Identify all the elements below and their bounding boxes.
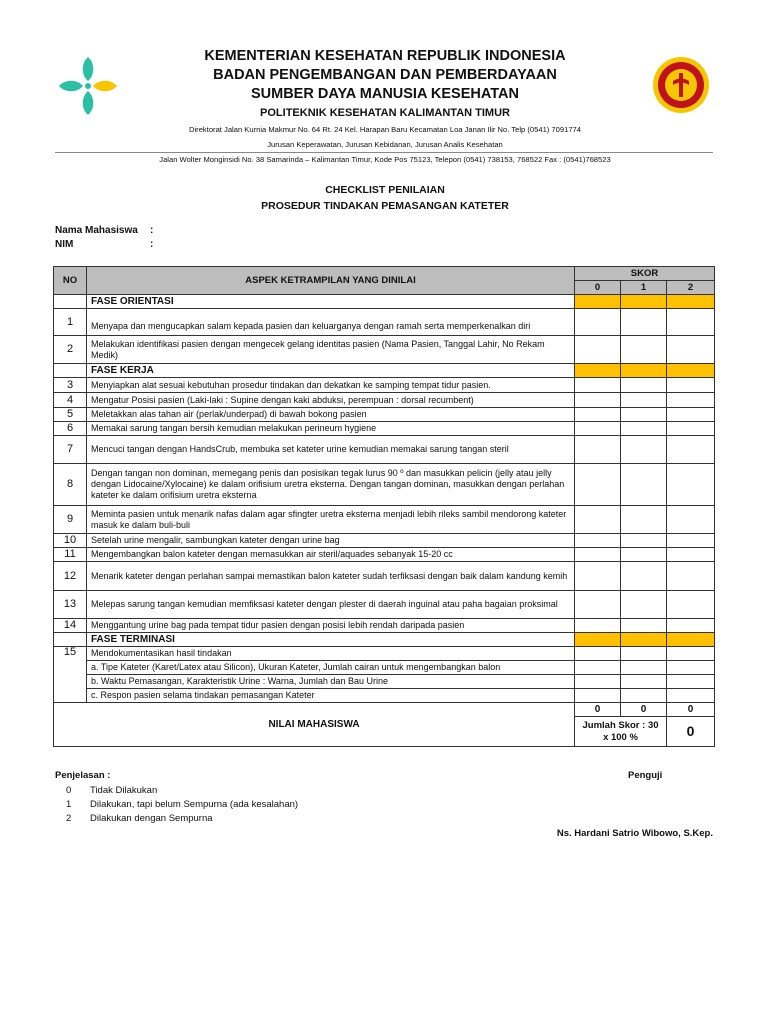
- score-cell-1[interactable]: [621, 689, 667, 703]
- score-cell-2[interactable]: [667, 591, 715, 619]
- ministry-line-3: SUMBER DAYA MANUSIA KESEHATAN: [250, 86, 519, 102]
- item-text: Menggantung urine bag pada tempat tidur pasien dengan posisi lebih rendah daripada pasien: [87, 619, 575, 633]
- item-text: Melepas sarung tangan kemudian memfiksasi kateter dengan plester di daerah inguinal atau paha bagaian proksimal: [87, 591, 575, 619]
- score-cell-1[interactable]: [621, 506, 667, 534]
- legend-code: 2: [66, 813, 72, 824]
- phase-row-terminasi: [54, 633, 715, 647]
- table-row: [54, 562, 715, 591]
- score-cell-1[interactable]: [621, 661, 667, 675]
- col-aspect-header: ASPEK KETRAMPILAN YANG DINILAI: [87, 267, 575, 295]
- score-cell-0[interactable]: [575, 378, 621, 393]
- assessment-table: [53, 266, 715, 747]
- phase-row-kerja: [54, 364, 715, 378]
- score-cell-0[interactable]: [575, 464, 621, 506]
- student-name-row: [55, 225, 154, 236]
- score-cell-1[interactable]: [621, 393, 667, 408]
- score-cell-1[interactable]: [621, 464, 667, 506]
- score-cell-0[interactable]: [575, 591, 621, 619]
- item-number: 6: [54, 422, 87, 436]
- score-cell-1[interactable]: [621, 408, 667, 422]
- score-cell-0[interactable]: [575, 422, 621, 436]
- legend-code: 1: [66, 799, 72, 810]
- phase-kerja-label: FASE KERJA: [87, 364, 575, 378]
- item-text: Menarik kateter dengan perlahan sampai memastikan balon kateter sudah terfiksasi dengan baik dalam kandung kemih: [87, 562, 575, 591]
- item-number: 12: [54, 562, 87, 591]
- score-cell-1[interactable]: [621, 647, 667, 661]
- score-cell-2[interactable]: [667, 336, 715, 364]
- table-row: [54, 506, 715, 534]
- sub-item-row: [54, 689, 715, 703]
- table-row: [54, 591, 715, 619]
- score-cell-1[interactable]: [621, 548, 667, 562]
- score-cell-1[interactable]: [621, 309, 667, 336]
- item-number: 11: [54, 548, 87, 562]
- phase-row-orientasi: [54, 295, 715, 309]
- ministry-line-2: BADAN PENGEMBANGAN DAN PEMBERDAYAAN: [213, 67, 557, 83]
- total-score-0: 0: [575, 703, 621, 717]
- item-text: Mendokumentasikan hasil tindakan: [87, 647, 575, 661]
- item-number: 9: [54, 506, 87, 534]
- score-cell-0[interactable]: [575, 647, 621, 661]
- item-number: 4: [54, 393, 87, 408]
- score-cell-2[interactable]: [667, 464, 715, 506]
- score-cell-2[interactable]: [667, 309, 715, 336]
- checklist-title: [120, 182, 650, 214]
- table-row: [54, 408, 715, 422]
- item-number: 1: [54, 309, 87, 336]
- nim-colon: :: [150, 239, 154, 250]
- item-text: Meminta pasien untuk menarik nafas dalam agar sfingter uretra eksterna menjadi lebih rileks sambil mendorong kateter masuk ke dalam buli-buli: [87, 506, 575, 534]
- sub-item-text: b. Waktu Pemasangan, Karakteristik Urine : Warna, Jumlah dan Bau Urine: [87, 675, 575, 689]
- totals-row: [54, 703, 715, 717]
- table-row: [54, 534, 715, 548]
- item-number: 5: [54, 408, 87, 422]
- score-cell-0[interactable]: [575, 393, 621, 408]
- item-number: 8: [54, 464, 87, 506]
- score-cell-0[interactable]: [575, 534, 621, 548]
- departments-line: Jurusan Keperawatan, Jurusan Kebidanan, Jurusan Analis Kesehatan: [267, 140, 503, 149]
- nim-row: [55, 239, 154, 250]
- score-cell-2[interactable]: [667, 689, 715, 703]
- score-cell-0[interactable]: [575, 661, 621, 675]
- poltekkes-seal-icon: [652, 56, 710, 114]
- score-cell-0[interactable]: [575, 309, 621, 336]
- score-cell-2[interactable]: [667, 422, 715, 436]
- item-text: Melakukan identifikasi pasien dengan mengecek gelang identitas pasien (Nama Pasien, Tanggal Lahir, No Rekam Medik): [87, 336, 575, 364]
- ministry-title: [120, 47, 650, 104]
- score-level-0: 0: [575, 281, 621, 295]
- item-number: 2: [54, 336, 87, 364]
- item-text: Mencuci tangan dengan HandsCrub, membuka set kateter urine kemudian memakai sarung tangan steril: [87, 436, 575, 464]
- table-row: [54, 378, 715, 393]
- student-name-colon: :: [150, 225, 154, 236]
- score-cell-2[interactable]: [667, 534, 715, 548]
- score-cell-1[interactable]: [621, 619, 667, 633]
- nilai-mahasiswa-label: NILAI MAHASISWA: [54, 703, 575, 747]
- score-cell-0[interactable]: [575, 689, 621, 703]
- score-cell-2[interactable]: [667, 408, 715, 422]
- score-cell-2[interactable]: [667, 506, 715, 534]
- score-cell-1[interactable]: [621, 436, 667, 464]
- table-row: [54, 436, 715, 464]
- sub-item-text: c. Respon pasien selama tindakan pemasangan Kateter: [87, 689, 575, 703]
- item-number: 14: [54, 619, 87, 633]
- nim-label: NIM: [55, 239, 74, 250]
- score-cell-2[interactable]: [667, 436, 715, 464]
- score-cell-0[interactable]: [575, 675, 621, 689]
- legend-desc: Dilakukan, tapi belum Sempurna (ada kesalahan): [90, 799, 299, 810]
- item-number: 13: [54, 591, 87, 619]
- item-text: Dengan tangan non dominan, memegang penis dan posisikan tegak lurus 90 º dan masukkan pelicin (jelly atau jelly dengan Lidocaine/Xylocaine) ke dalam orifisium uretra eksterna. Dengan tangan dominan, masukkan dengan perlahan kateter ke dalam orifisium uretra eksterna: [87, 464, 575, 506]
- table-header-row: [54, 267, 715, 281]
- score-cell-1[interactable]: [621, 534, 667, 548]
- phase-orientasi-label: FASE ORIENTASI: [87, 295, 575, 309]
- item-text: Mengatur Posisi pasien (Laki-laki : Supine dengan kaki abduksi, perempuan : dorsal recumbent): [87, 393, 575, 408]
- score-cell-1[interactable]: [621, 562, 667, 591]
- score-cell-1[interactable]: [621, 422, 667, 436]
- kemenkes-logo-icon: [55, 53, 121, 119]
- item-text: Meletakkan alas tahan air (perlak/underpad) di bawah bokong pasien: [87, 408, 575, 422]
- score-cell-2[interactable]: [667, 661, 715, 675]
- examiner-name: Ns. Hardani Satrio Wibowo, S.Kep.: [556, 828, 713, 839]
- score-cell-2[interactable]: [667, 647, 715, 661]
- item-number: 10: [54, 534, 87, 548]
- campus-address: Jalan Wolter Monginsidi No. 38 Samarinda – Kalimantan Timur, Kode Pos 75123, Telepon (0541) 738153, 768522 Fax : (0541)768523: [159, 155, 611, 164]
- directorate-address: Direktorat Jalan Kurnia Makmur No. 64 Rt. 24 Kel. Harapan Baru Kecamatan Loa Janan Ilir No. Telp (0541) 7091774: [189, 125, 581, 134]
- score-level-2: 2: [667, 281, 715, 295]
- score-cell-0[interactable]: [575, 408, 621, 422]
- score-level-1: 1: [621, 281, 667, 295]
- score-cell-0[interactable]: [575, 619, 621, 633]
- score-cell-2[interactable]: [667, 378, 715, 393]
- score-cell-1[interactable]: [621, 336, 667, 364]
- sub-item-row: [54, 661, 715, 675]
- score-cell-0[interactable]: [575, 436, 621, 464]
- score-cell-0[interactable]: [575, 548, 621, 562]
- score-cell-0[interactable]: [575, 562, 621, 591]
- table-row: [54, 464, 715, 506]
- sub-item-text: a. Tipe Kateter (Karet/Latex atau Silicon), Ukuran Kateter, Jumlah cairan untuk mengembangkan balon: [87, 661, 575, 675]
- examiner-label: Penguji: [628, 770, 663, 781]
- item-text: Memakai sarung tangan bersih kemudian melakukan perineum hygiene: [87, 422, 575, 436]
- legend-desc: Tidak Dilakukan: [90, 785, 158, 796]
- score-cell-2[interactable]: [667, 562, 715, 591]
- table-row: [54, 619, 715, 633]
- title-line-2: PROSEDUR TINDAKAN PEMASANGAN KATETER: [261, 200, 509, 212]
- table-row: [54, 393, 715, 408]
- score-cell-2[interactable]: [667, 548, 715, 562]
- table-row: [54, 336, 715, 364]
- student-name-label: Nama Mahasiswa: [55, 225, 138, 236]
- table-row: [54, 309, 715, 336]
- table-row: [54, 422, 715, 436]
- legend-desc: Dilakukan dengan Sempurna: [90, 813, 213, 824]
- score-cell-0[interactable]: [575, 506, 621, 534]
- score-formula: Jumlah Skor : 30 x 100 %: [575, 717, 667, 747]
- title-line-1: CHECKLIST PENILAIAN: [325, 184, 445, 196]
- letterhead: [0, 0, 768, 170]
- col-score-header: SKOR: [575, 267, 715, 281]
- total-score-2: 0: [667, 703, 715, 717]
- legend-title: Penjelasan :: [55, 770, 111, 781]
- item-number: 3: [54, 378, 87, 393]
- item-text: Menyiapkan alat sesuai kebutuhan prosedur tindakan dan dekatkan ke samping tempat tidur pasien.: [87, 378, 575, 393]
- score-cell-0[interactable]: [575, 336, 621, 364]
- col-no-header: NO: [54, 267, 87, 295]
- score-cell-1[interactable]: [621, 675, 667, 689]
- total-score-1: 0: [621, 703, 667, 717]
- score-cell-2[interactable]: [667, 675, 715, 689]
- table-row: [54, 548, 715, 562]
- item-text: Menyapa dan mengucapkan salam kepada pasien dan keluarganya dengan ramah serta memperkenalkan diri: [87, 309, 575, 336]
- item-text: Setelah urine mengalir, sambungkan kateter dengan urine bag: [87, 534, 575, 548]
- item-text: Mengembangkan balon kateter dengan memasukkan air steril/aquades sebanyak 15-20 cc: [87, 548, 575, 562]
- item-number: 15: [54, 647, 87, 703]
- score-cell-2[interactable]: [667, 619, 715, 633]
- header-divider: [55, 152, 713, 153]
- final-result: 0: [667, 717, 715, 747]
- score-cell-1[interactable]: [621, 591, 667, 619]
- score-cell-1[interactable]: [621, 378, 667, 393]
- sub-item-row: [54, 675, 715, 689]
- institution-name: POLITEKNIK KESEHATAN KALIMANTAN TIMUR: [260, 107, 510, 119]
- legend-code: 0: [66, 785, 72, 796]
- table-row: [54, 647, 715, 661]
- item-number: 7: [54, 436, 87, 464]
- phase-terminasi-label: FASE TERMINASI: [87, 633, 575, 647]
- ministry-line-1: KEMENTERIAN KESEHATAN REPUBLIK INDONESIA: [204, 48, 566, 64]
- score-cell-2[interactable]: [667, 393, 715, 408]
